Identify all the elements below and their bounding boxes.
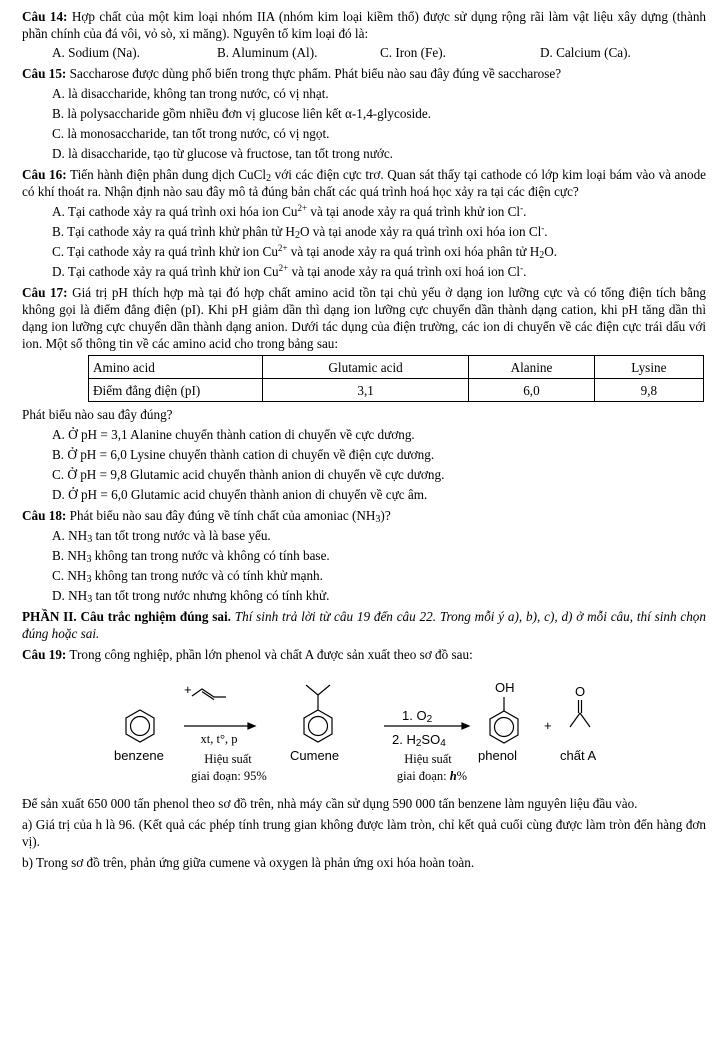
yield-2-value: giai đoạn: h% [396,769,468,783]
question-19 [22,646,706,663]
question-19-paragraph: Để sản xuất 650 000 tấn phenol theo sơ đồ trên, nhà máy cần sử dụng 590 000 tấn benzene làm nguyên liệu đầu vào. [22,796,638,811]
option-d: D. Calcium (Ca). [540,45,631,60]
part-2-heading [22,608,706,642]
question-number: Câu 17: [22,285,68,300]
table-row [89,356,704,379]
option-d: D. Tại cathode xảy ra quá trình khử ion $Cu^{2+}$ và tại anode xảy ra quá trình oxi hoá ion Cl-. [52,263,527,279]
oxygen-label: O [575,684,586,699]
cumene-label: Cumene [290,748,340,763]
table-header-cell: Lysine [594,356,703,379]
question-number: Câu 16: [22,167,67,182]
question-number: Câu 19: [22,647,67,662]
part-note: Thí sinh trả lời từ câu 19 đến câu 22. Trong mỗi ý a), b), c), d) ở mỗi câu, thí sinh chọn đúng hoặc sai. [22,609,706,641]
question-18: Câu 18: Phát biểu nào sau đây đúng về tính chất của amoniac $(NH_3)$? [22,508,391,525]
question-stem: Saccharose được dùng phổ biến trong thực phẩm. Phát biểu nào sau đây đúng về saccharose? [69,66,562,81]
pi-table [88,355,704,402]
question-stem: Trong công nghiệp, phần lớn phenol và chất A được sản xuất theo sơ đồ sau: [69,647,473,662]
yield-2-label: Hiệu suất [404,752,452,766]
reaction-conditions: xt, t°, p [200,732,238,746]
question-16: Câu 16: Tiến hành điện phân dung dịch CuCl$_2$ với các điện cực trơ. Quan sát thấy tại cathode có lớp kim loại bám vào và anode có khí thoát ra. Nhận định nào sau đây mô tả đúng bản chất các quá trình hoá học xảy ra tại các điện cực? [22,167,707,199]
step-1-label: 1. $O_2$ [402,708,433,725]
option-c: C. Tại cathode xảy ra quá trình khử ion $Cu^{2+}$ và tại anode xảy ra quá trình oxi hóa phân tử $H_2O$. [52,243,558,261]
table-cell: Điểm đẳng điện (pI) [89,379,263,402]
phenol-label: phenol [478,748,518,763]
option-c: C. Iron (Fe). [380,45,446,60]
option-d: D. Ở pH = 6,0 Glutamic acid chuyển thành anion di chuyển về cực âm. [52,487,428,502]
option-a: A. Tại cathode xảy ra quá trình oxi hóa ion $Cu^{2+}$ và tại anode xảy ra quá trình khử ion Cl-. [52,203,527,219]
option-a: A. Sodium (Na). [52,45,140,60]
yield-1-label: Hiệu suất [204,752,252,766]
plus-sign: + [544,718,552,733]
question-prompt: Phát biểu nào sau đây đúng? [22,407,173,422]
table-header-cell: Amino acid [89,356,263,379]
option-d: D. là disaccharide, tạo từ glucose và fructose, tan tốt trong nước. [52,146,393,161]
oh-label: OH [495,680,515,695]
question-14 [22,8,706,42]
question-number: Câu 14: [22,9,68,24]
table-header-cell: Alanine [469,356,595,379]
table-header-cell: Glutamic acid [263,356,469,379]
step-2-label: 2. $H_2SO_4$ [392,732,446,749]
phenol-structure [490,697,518,743]
table-cell: 3,1 [263,379,469,402]
exam-page [22,0,706,871]
question-14-options [22,44,706,61]
part-title: PHẦN II. Câu trắc nghiệm đúng sai. [22,609,231,624]
question-stem: Giá trị pH thích hợp mà tại đó hợp chất amino acid tồn tại chủ yếu ở dạng ion lưỡng cực và có tổng điện tích bằng không gọi là điểm đẳng điện (pI). Khi pH giảm dần thì dạng ion lưỡng cực chuyển dần thành dạng cation, khi pH tăng dần thì dạng ion lưỡng cực chuyển dần thành dạng anion. Dưới tác dụng của điện trường, các ion di chuyển về các điện cực trái dấu với ion. Một số thông tin về các amino acid cho trong bảng sau: [22,285,707,351]
option-a: A. là disaccharide, không tan trong nước, có vị nhạt. [52,86,329,101]
plus-sign: + [184,682,192,697]
table-cell: 6,0 [469,379,595,402]
option-a: A. $NH_3$ tan tốt trong nước và là base yếu. [52,528,271,545]
table-cell: 9,8 [594,379,703,402]
reaction-scheme [22,667,706,791]
question-stem: Hợp chất của một kim loại nhóm IIA (nhóm kim loại kiềm thổ) được sử dụng rộng rãi làm vật liệu xây dựng (thành phần chính của đá vôi, vỏ sò, xi măng). Nguyên tố kim loại đó là: [22,9,707,41]
reaction-scheme-drawing [22,667,706,791]
question-number: Câu 18: [22,508,67,523]
option-d: D. $NH_3$ tan tốt trong nước nhưng không có tính khử. [52,588,330,605]
statement-a: a) Giá trị của h là 96. (Kết quả các phép tính trung gian không được làm tròn, chỉ kết quả cuối cùng được làm tròn đến hàng đơn vị). [22,817,706,849]
yield-1-value: giai đoạn: 95% [191,769,267,783]
option-b: B. là polysaccharide gồm nhiều đơn vị glucose liên kết α-1,4-glycoside. [52,106,432,121]
question-17 [22,284,706,352]
option-b: B. Aluminum (Al). [217,45,318,60]
cumene-structure [304,685,332,742]
statement-b: b) Trong sơ đồ trên, phản ứng giữa cumene và oxygen là phản ứng oxi hóa hoàn toàn. [22,855,475,870]
chat-a-label: chất A [560,748,597,763]
option-c: C. Ở pH = 9,8 Glutamic acid chuyển thành anion di chuyển về cực dương. [52,467,445,482]
acetone-structure [570,700,590,727]
option-a: A. Ở pH = 3,1 Alanine chuyển thành cation di chuyển về cực dương. [52,427,415,442]
option-b: B. Tại cathode xảy ra quá trình khử phân tử $H_2O$ và tại anode xảy ra quá trình oxi hóa ion Cl-. [52,223,548,241]
table-row [89,379,704,402]
question-number: Câu 15: [22,66,67,81]
benzene-structure [126,710,154,742]
question-15 [22,65,706,82]
option-c: C. là monosaccharide, tan tốt trong nước, có vị ngọt. [52,126,330,141]
option-c: C. $NH_3$ không tan trong nước và có tính khử mạnh. [52,568,323,585]
benzene-label: benzene [114,748,164,763]
option-b: B. Ở pH = 6,0 Lysine chuyển thành cation di chuyển về điện cực dương. [52,447,435,462]
option-b: B. $NH_3$ không tan trong nước và không có tính base. [52,548,330,565]
